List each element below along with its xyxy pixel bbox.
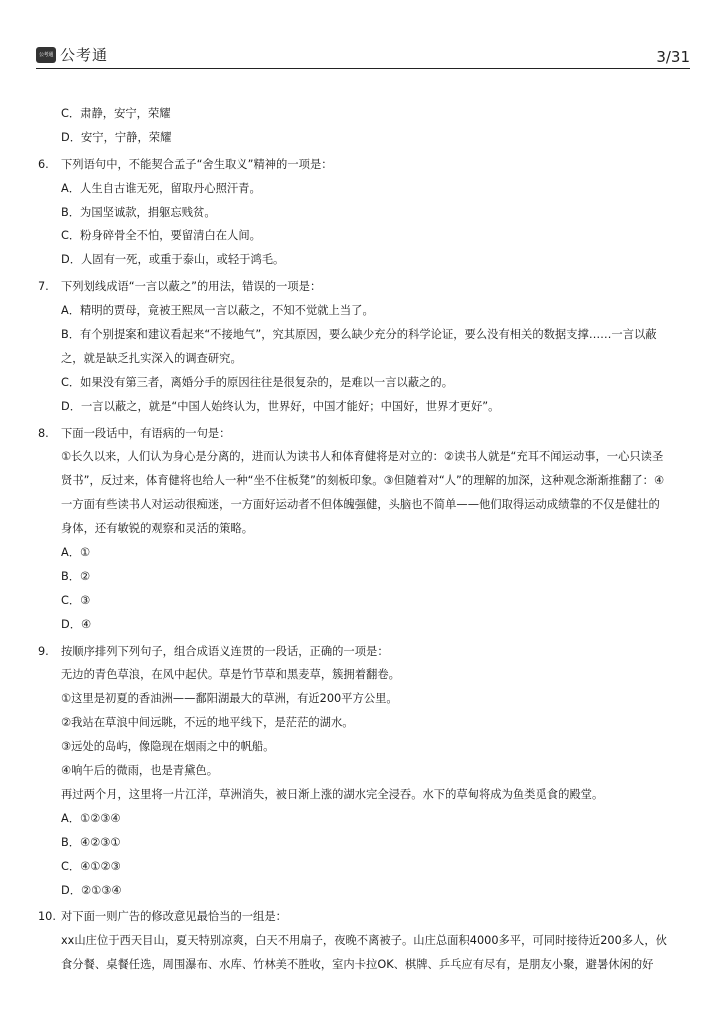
question-stem (38, 640, 692, 664)
text-line: C．如果没有第三者，离婚分手的原因往往是很复杂的，是难以一言以蔽之的。 (61, 375, 453, 389)
text-line: A．精明的贾母，竟被王熙凤一言以蔽之，不知不觉就上当了。 (61, 304, 374, 318)
text-line: 身体，还有敏锐的观察和灵活的策略。 (61, 522, 254, 536)
text-line: 再过两个月，这里将一片江洋，草洲消失，被日渐上涨的湖水完全浸吞。水下的草甸将成为鱼类觅食的殿堂。 (61, 787, 604, 801)
text-line: D．②①③④ (61, 883, 122, 897)
question-text: 对下面一则广告的修改意见最恰当的一组是： (61, 910, 287, 924)
text-line: D．④ (61, 617, 92, 631)
question-stem (38, 275, 692, 299)
question-number: 10. (38, 910, 56, 924)
document-body (38, 102, 692, 977)
text-line: ④响午后的微雨，也是青黛色。 (61, 764, 218, 778)
question-text: 下列划线成语“一言以蔽之”的用法，错误的一项是： (61, 280, 322, 294)
text-line: A．① (61, 546, 91, 560)
question-stem (38, 422, 692, 446)
text-line: D．一言以蔽之，就是“中国人始终认为，世界好，中国才能好；中国好，世界才更好”。 (61, 399, 500, 413)
question-stem (38, 153, 692, 177)
question-number: 6. (38, 157, 49, 171)
text-line: ②我站在草浪中间远眺，不远的地平线下，是茫茫的湖水。 (61, 716, 354, 730)
text-line: A．人生自古谁无死，留取丹心照汗青。 (61, 181, 261, 195)
text-line: B．为国坚诚款，捐躯忘贱贫。 (61, 205, 216, 219)
text-line: C．粉身碎骨全不怕，要留清白在人间。 (61, 229, 261, 243)
text-line: C．肃静，安宁，荣耀 (61, 107, 171, 120)
text-line: ③远处的岛屿，像隐现在烟雨之中的帆船。 (61, 740, 275, 754)
question-number: 7. (38, 280, 49, 294)
question-number: 8. (38, 426, 49, 440)
text-line: D．人固有一死，或重于泰山，或轻于鸿毛。 (61, 253, 285, 267)
text-line: B．有个别提案和建议看起来“不接地气”，究其原因，要么缺少充分的科学论证，要么没有相关的数据支撑……一言以蔽 (61, 328, 657, 342)
text-line: 食分餐、桌餐任选，周围瀑布、水库、竹林美不胜收，室内卡拉OK、棋牌、乒乓应有尽有，是朋友小聚，避暑休闲的好 (61, 958, 654, 972)
text-line: xx山庄位于西天目山，夏天特别凉爽，白天不用扇子，夜晚不离被子。山庄总面积4000多平，可同时接待近200多人，伙 (61, 934, 667, 948)
text-line: C．③ (61, 593, 91, 607)
text-line: B．④②③① (61, 835, 121, 849)
text-line: 之，就是缺乏扎实深入的调查研究。 (61, 351, 242, 365)
logo-badge-text: 公考通 (38, 52, 54, 58)
text-line: D．安宁，宁静，荣耀 (61, 130, 172, 144)
text-line: 无边的青色草浪，在风中起伏。草是竹节草和黑麦草，簇拥着翻卷。 (61, 668, 400, 682)
question-text: 按顺序排列下列句子，组合成语义连贯的一段话，正确的一项是： (61, 644, 389, 658)
text-line: A．①②③④ (61, 811, 121, 825)
question-number: 9. (38, 644, 49, 658)
logo (36, 44, 108, 65)
question-text: 下面一段话中，有语病的一句是： (61, 426, 231, 440)
page-header (36, 44, 690, 69)
text-line: ①长久以来，人们认为身心是分离的，进而认为读书人和体育健将是对立的：②读书人就是“充耳不闻运动事，一心只读圣 (61, 450, 664, 464)
logo-text: 公考通 (60, 46, 109, 64)
logo-badge-icon (36, 47, 56, 63)
text-line: B．② (61, 569, 91, 583)
question-text: 下列语句中，不能契合孟子“舍生取义”精神的一项是： (61, 157, 333, 171)
text-line: 一方面有些读书人对运动很痴迷，一方面好运动者不但体魄强健，头脑也不简单——他们取得运动成绩靠的不仅是健壮的 (61, 498, 660, 512)
text-line: ①这里是初夏的香油洲——鄱阳湖最大的草洲，有近200平方公里。 (61, 692, 398, 706)
text-line: C．④①②③ (61, 859, 121, 873)
text-line: 贤书”，反过来，体育健将也给人一种“坐不住板凳”的刻板印象。③但随着对“人”的理解的加深，这种观念渐渐推翻了：④ (61, 474, 665, 488)
question-stem (38, 905, 692, 929)
page-number: 3/31 (656, 48, 690, 66)
